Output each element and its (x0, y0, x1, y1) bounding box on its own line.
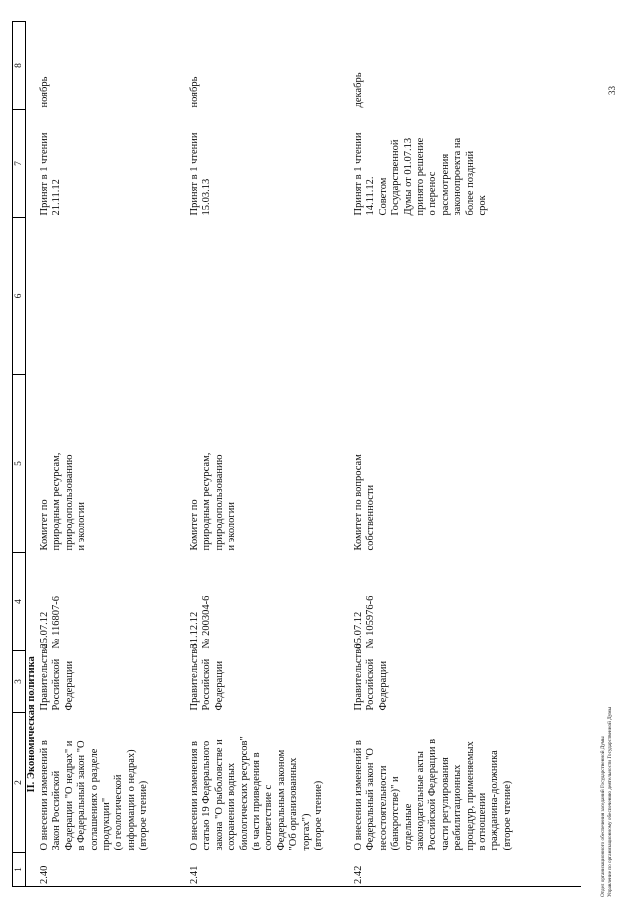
committee: Комитет по природным ресурсам, природопользованию и экологии (39, 452, 88, 551)
col-header-8: 8 (13, 22, 26, 110)
status: Принят в 1 чтении 21.11.12 (39, 132, 63, 216)
initiator: Правительство Российской Федерации (353, 643, 389, 711)
registration: 05.07.12 № 105976-6 (353, 595, 377, 649)
legislation-table (12, 21, 581, 887)
table-row (189, 22, 353, 887)
col-header-2: 2 (13, 713, 26, 853)
footer (600, 707, 614, 897)
col-header-5: 5 (13, 375, 26, 553)
col-header-4: 4 (13, 553, 26, 651)
committee: Комитет по природным ресурсам, природопользованию и экологии (189, 452, 238, 551)
initiator: Правительство Российской Федерации (39, 643, 75, 711)
table-row (39, 22, 189, 887)
registration: 25.07.12 № 116807-6 (39, 596, 63, 649)
bill-title: О внесении изменения в статью 19 Федерального закона "О рыболовстве и сохранении водных биологических ресурсов" (в части приведения в соответствие с Федеральным законом "Об организованных торгах") (второе чтение) (189, 736, 325, 851)
bill-title: О внесении изменений в Федеральный закон "О несостоятельности (банкротстве)" и отдельные законодательные акты Российской Федерации в части регулирования реабилитационных процедур, применяемых в отношении гражданина-должника (второе чтение) (353, 738, 513, 851)
month: декабрь (353, 72, 364, 108)
col6-cell (189, 218, 353, 375)
row-number: 2.40 (39, 853, 189, 887)
table-header-row (13, 22, 26, 887)
bill-title: О внесении изменений в Закон Российской Федерации "О недрах" и в Федеральный закон "О соглашениях о разделе продукции" (о геологической информации о недрах) (второе чтение) (39, 740, 150, 851)
month: ноябрь (189, 76, 200, 108)
section-title: II. Экономическая политика (26, 656, 37, 793)
col-header-6: 6 (13, 218, 26, 375)
col-header-7: 7 (13, 110, 26, 218)
col-header-1: 1 (13, 853, 26, 887)
status: Принят в 1 чтении 14.11.12. Советом Государственной Думы от 01.07.13 принято решение о перенос рассмотрения законопроекта на более поздний срок (353, 132, 489, 216)
month: ноябрь (39, 76, 50, 108)
section-row (26, 22, 40, 887)
footer-line-2: Управление по организационному обеспечению деятельности Государственной Думы (606, 707, 613, 897)
col-header-3: 3 (13, 651, 26, 713)
col6-cell (39, 218, 189, 375)
table-row (353, 22, 581, 887)
committee: Комитет по вопросам собственности (353, 454, 377, 551)
registration: 31.12.12 № 200304-6 (189, 595, 213, 649)
col6-cell (353, 218, 581, 375)
page-number: 33 (607, 86, 617, 95)
footer-line-1: Отдел организационного обеспечения заседаний Государственной Думы (600, 736, 606, 897)
initiator: Правительство Российской Федерации (189, 643, 225, 711)
row-number: 2.42 (353, 853, 581, 887)
status: Принят в 1 чтении 15.03.13 (189, 132, 213, 216)
row-number: 2.41 (189, 853, 353, 887)
